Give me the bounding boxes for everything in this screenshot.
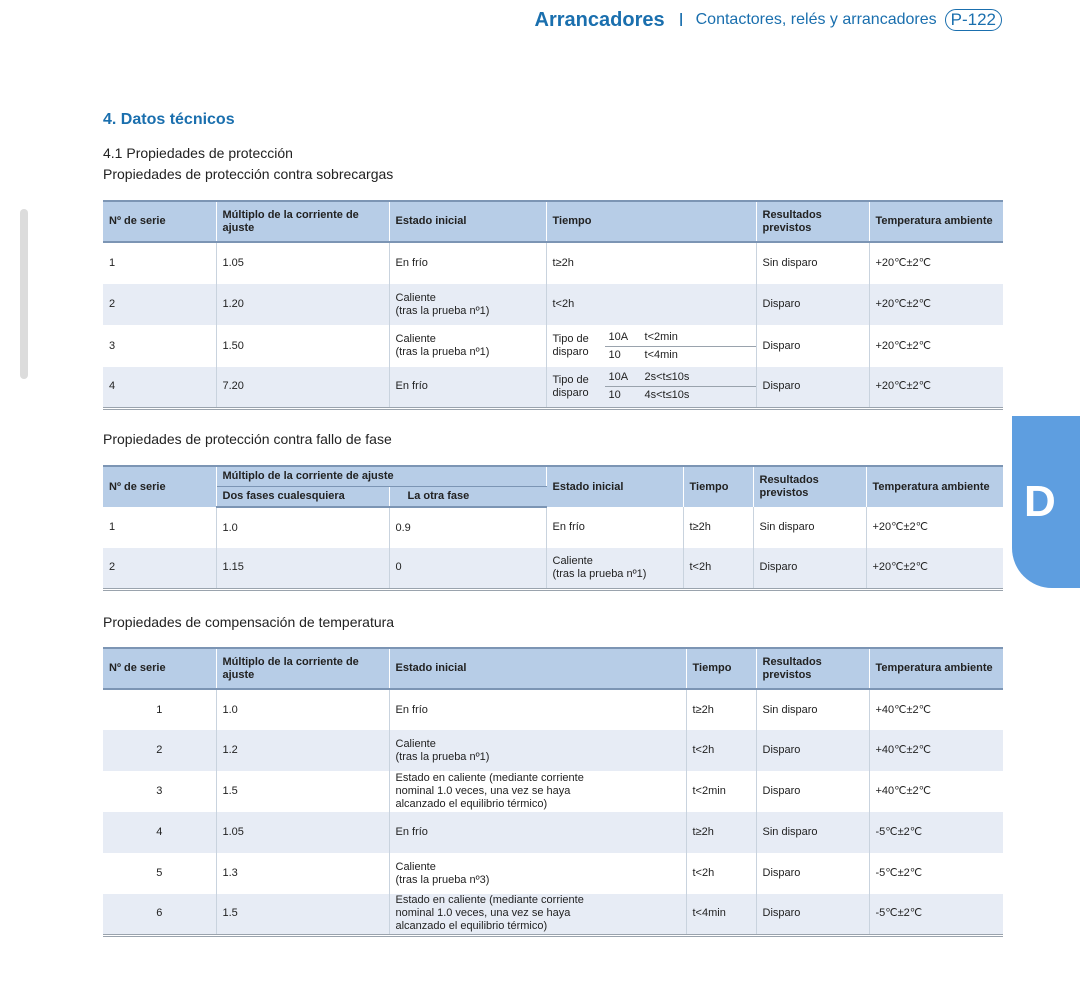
scrollbar-handle[interactable] <box>20 209 28 379</box>
col-header: Resultados previstos <box>756 648 869 689</box>
col-header: Múltiplo de la corriente de ajuste <box>216 201 389 242</box>
table-row: 1 1.05 En frío t≥2h Sin disparo +20℃±2℃ <box>103 242 1003 284</box>
table-row: 2 1.15 0 Caliente (tras la prueba nº1) t<2h Disparo +20℃±2℃ <box>103 548 1003 589</box>
col-header: Nº de serie <box>103 201 216 242</box>
table3-caption: Propiedades de compensación de temperatura <box>103 614 395 630</box>
col-header: Estado inicial <box>546 466 683 507</box>
table-row: 5 1.3 Caliente (tras la prueba nº3) t<2h Disparo -5℃±2℃ <box>103 853 1003 894</box>
col-header: Nº de serie <box>103 466 216 507</box>
table2-caption: Propiedades de protección contra fallo de fase <box>103 431 392 447</box>
table-row: 3 1.5 Estado en caliente (mediante corriente nominal 1.0 veces, una vez se haya alcanzado el equilibrio térmico) t<2min Disparo +40℃±2℃ <box>103 771 1003 812</box>
col-header: Nº de serie <box>103 648 216 689</box>
col-header: Múltiplo de la corriente de ajuste <box>216 648 389 689</box>
col-header: Estado inicial <box>389 201 546 242</box>
col-header: Temperatura ambiente <box>869 648 1003 689</box>
page-header <box>535 6 1002 34</box>
table-row: 1 1.0 0.9 En frío t≥2h Sin disparo +20℃±2℃ <box>103 507 1003 548</box>
header-separator: I <box>678 9 684 30</box>
page-number-badge: P-122 <box>945 9 1002 31</box>
section-title: 4. Datos técnicos <box>103 111 235 128</box>
col-header: Estado inicial <box>389 648 686 689</box>
table-row: 1 1.0 En frío t≥2h Sin disparo +40℃±2℃ <box>103 689 1003 730</box>
col-header: Temperatura ambiente <box>869 201 1003 242</box>
col-header: Tiempo <box>686 648 756 689</box>
col-header: Tiempo <box>546 201 756 242</box>
col-header: Dos fases cualesquiera <box>216 486 389 507</box>
header-title: Arrancadores <box>534 8 665 31</box>
table-row: 6 1.5 Estado en caliente (mediante corriente nominal 1.0 veces, una vez se haya alcanzado el equilibrio térmico) t<4min Disparo -5℃±2℃ <box>103 894 1003 935</box>
side-tab-letter: D <box>1024 477 1056 526</box>
table-row: 4 1.05 En frío t≥2h Sin disparo -5℃±2℃ <box>103 812 1003 853</box>
phase-failure-table <box>103 465 1003 591</box>
col-header: La otra fase <box>389 486 546 507</box>
temperature-compensation-table <box>103 647 1003 937</box>
section-side-tab <box>1012 416 1080 588</box>
overload-table <box>103 200 1003 410</box>
col-header: Tiempo <box>683 466 753 507</box>
table-row: 3 1.50 Caliente (tras la prueba nº1) Tipo de disparo 10A t<2min 10 t<4min Disparo +20℃±2℃ <box>103 325 1003 367</box>
col-header: Resultados previstos <box>753 466 866 507</box>
table1-caption: Propiedades de protección contra sobrecargas <box>103 166 394 182</box>
table-row: 2 1.2 Caliente (tras la prueba nº1) t<2h Disparo +40℃±2℃ <box>103 730 1003 771</box>
section-subtitle: 4.1 Propiedades de protección <box>103 145 293 161</box>
col-header: Resultados previstos <box>756 201 869 242</box>
col-header: Múltiplo de la corriente de ajuste <box>216 466 546 486</box>
col-header: Temperatura ambiente <box>866 466 1003 507</box>
table-row: 2 1.20 Caliente (tras la prueba nº1) t<2h Disparo +20℃±2℃ <box>103 284 1003 325</box>
header-subtitle: Contactores, relés y arrancadores <box>695 11 937 28</box>
table-row: 4 7.20 En frío Tipo de disparo 10A 2s<t≤10s 10 4s<t≤10s Disparo +20℃±2℃ <box>103 367 1003 408</box>
